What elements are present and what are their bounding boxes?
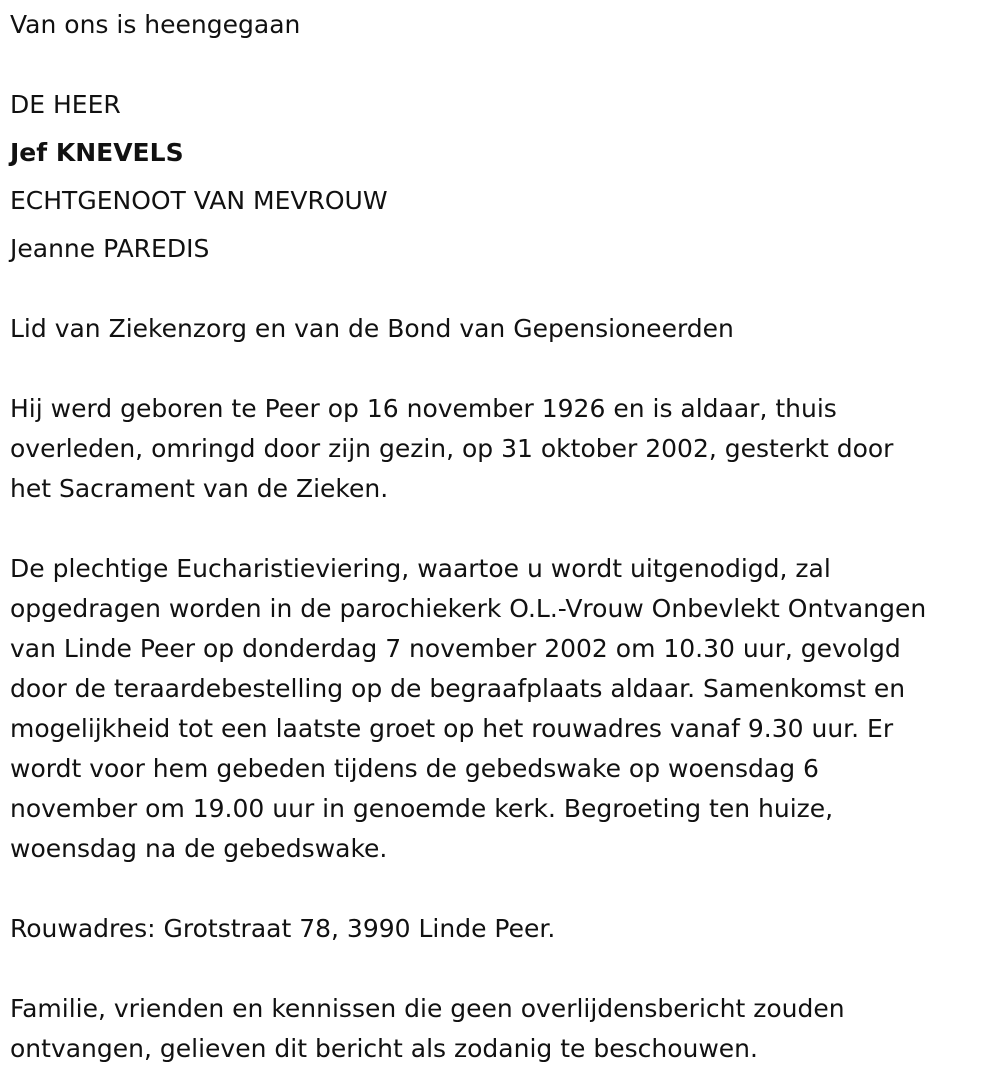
paragraph-line: Familie, vrienden en kennissen die geen overlijdensbericht zouden [10, 994, 845, 1023]
paragraph-line: De plechtige Eucharistieviering, waartoe u wordt uitgenodigd, zal [10, 554, 831, 583]
intro-text: Van ons is heengegaan [10, 10, 301, 39]
paragraph-line: ontvangen, gelieven dit bericht als zodanig te beschouwen. [10, 1034, 758, 1063]
honorific-title: DE HEER [10, 90, 121, 119]
paragraph-line: door de teraardebestelling op de begraafplaats aldaar. Samenkomst en [10, 674, 906, 703]
paragraph-line: het Sacrament van de Zieken. [10, 474, 389, 503]
spouse-label: ECHTGENOOT VAN MEVROUW [10, 186, 388, 215]
paragraph-line: november om 19.00 uur in genoemde kerk. Begroeting ten huize, [10, 794, 834, 823]
deceased-name: Jef KNEVELS [10, 138, 184, 167]
paragraph-line: woensdag na de gebedswake. [10, 834, 388, 863]
mourning-address: Rouwadres: Grotstraat 78, 3990 Linde Peer. [10, 914, 556, 943]
ceremony-paragraph [10, 549, 995, 869]
paragraph-line: overleden, omringd door zijn gezin, op 31 oktober 2002, gesterkt door [10, 434, 894, 463]
spouse-name: Jeanne PAREDIS [10, 234, 210, 263]
paragraph-line: van Linde Peer op donderdag 7 november 2002 om 10.30 uur, gevolgd [10, 634, 901, 663]
paragraph-line: wordt voor hem gebeden tijdens de gebedswake op woensdag 6 [10, 754, 819, 783]
paragraph-line: Hij werd geboren te Peer op 16 november 1926 en is aldaar, thuis [10, 394, 837, 423]
paragraph-line: mogelijkheid tot een laatste groet op het rouwadres vanaf 9.30 uur. Er [10, 714, 894, 743]
paragraph-line: opgedragen worden in de parochiekerk O.L.-Vrouw Onbevlekt Ontvangen [10, 594, 927, 623]
membership-text: Lid van Ziekenzorg en van de Bond van Gepensioneerden [10, 314, 734, 343]
closing-paragraph [10, 989, 995, 1069]
birth-death-paragraph [10, 389, 995, 509]
